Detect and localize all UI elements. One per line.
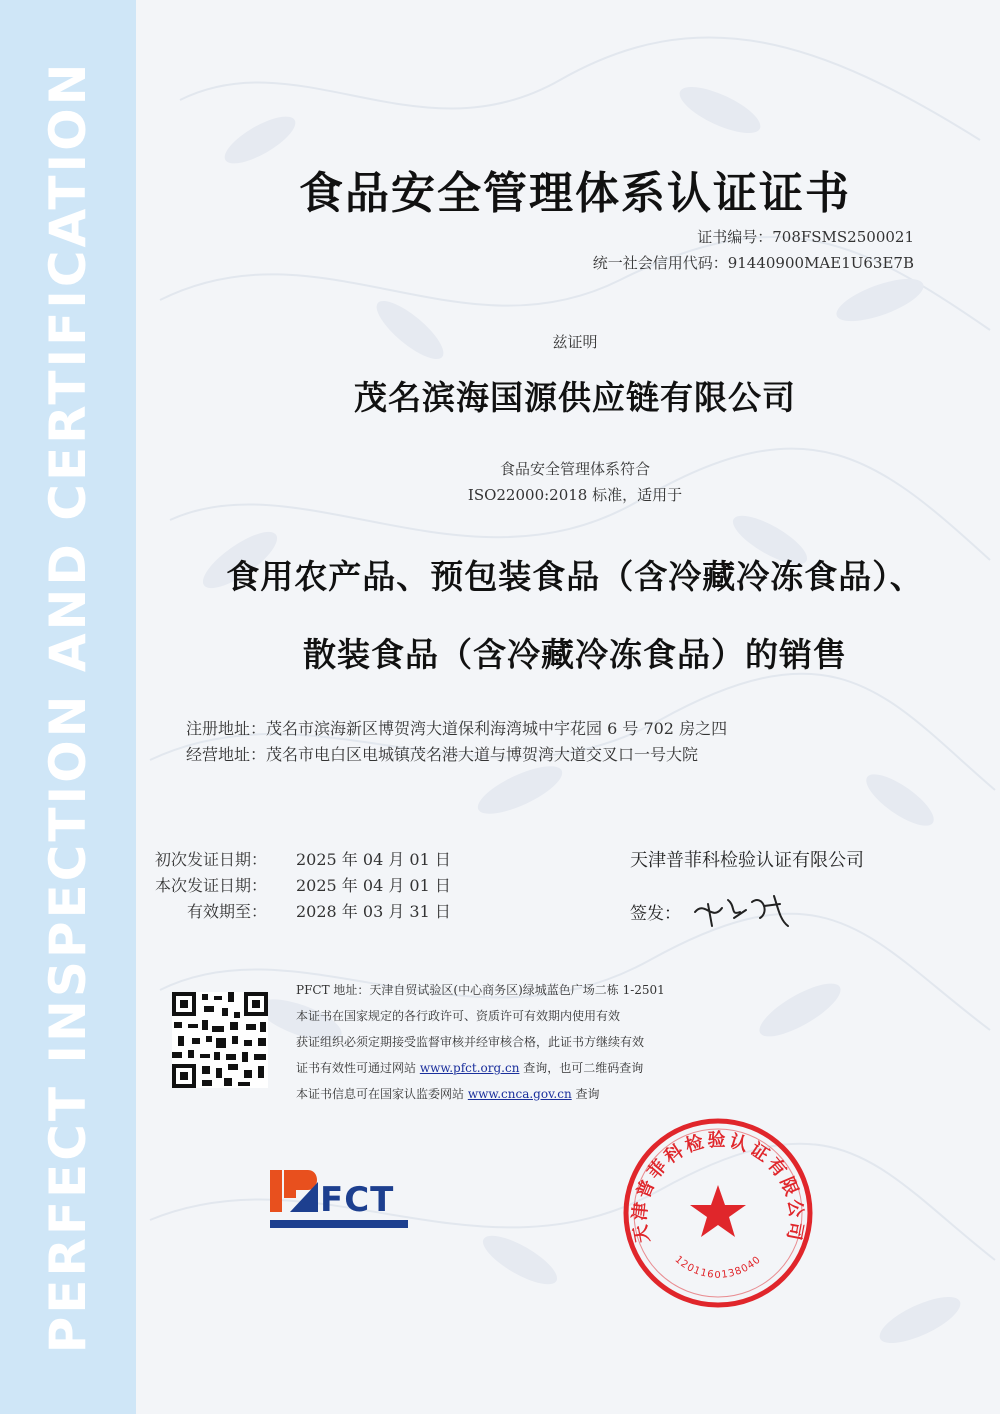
validity-note-2: 获证组织必须定期接受监督审核并经审核合格，此证书方继续有效	[296, 1035, 645, 1049]
valid-until-label: 有效期至：	[186, 902, 267, 921]
certificate-number: 证书编号：708FSMS2500021	[697, 228, 914, 246]
credit-code: 统一社会信用代码：91440900MAE1U63E7B	[592, 254, 914, 272]
verify-pfct-prefix: 证书有效性可通过网站	[296, 1061, 420, 1075]
conformity-line-1: 食品安全管理体系符合	[499, 460, 650, 478]
conformity-line-2: ISO22000:2018 标准，适用于	[467, 486, 683, 504]
seal-number: 1201160138040	[672, 1254, 764, 1281]
seal-ring-text: 天津普菲科检验认证有限公司	[629, 1130, 807, 1245]
pfct-logo	[270, 1168, 408, 1230]
hereby-label: 兹证明	[552, 333, 598, 351]
validity-note-1: 本证书在国家规定的各行政许可、资质许可有效期内使用有效	[296, 1009, 621, 1023]
verify-line-pfct	[296, 1059, 643, 1076]
scope-line-1: 食用农产品、预包装食品（含冷藏冷冻食品）、	[226, 557, 924, 596]
verify-cnca-prefix: 本证书信息可在国家认监委网站	[296, 1087, 468, 1101]
pfct-address: PFCT 地址：天津自贸试验区(中心商务区)绿城蓝色广场二栋 1-2501	[296, 983, 665, 997]
cnca-website-link[interactable]: www.cnca.gov.cn	[467, 1087, 572, 1101]
current-issue-label: 本次发证日期：	[154, 876, 267, 895]
certificate-title: 食品安全管理体系认证证书	[299, 168, 851, 219]
first-issue-date: 2025 年 04 月 01 日	[296, 850, 451, 869]
first-issue-label: 初次发证日期：	[154, 850, 267, 869]
verify-pfct-suffix: 查询，也可二维码查询	[519, 1061, 644, 1075]
official-seal	[620, 1115, 816, 1311]
current-issue-date: 2025 年 04 月 01 日	[296, 876, 451, 895]
pfct-website-link[interactable]: www.pfct.org.cn	[419, 1061, 520, 1075]
issuer-name: 天津普菲科检验认证有限公司	[630, 850, 864, 871]
registered-address: 注册地址：茂名市滨海新区博贺湾大道保利海湾城中宇花园 6 号 702 房之四	[186, 719, 728, 738]
side-band-text: PERFECT INSPECTION AND CERTIFICATION	[39, 60, 97, 1354]
verify-cnca-suffix: 查询	[571, 1087, 600, 1101]
pfct-logo-text: FCT	[320, 1180, 395, 1220]
signature-label: 签发：	[630, 904, 681, 924]
handwritten-signature	[690, 882, 805, 932]
verify-line-cnca	[296, 1085, 600, 1102]
company-name: 茂名滨海国源供应链有限公司	[354, 378, 796, 417]
scope-line-2: 散装食品（含冷藏冷冻食品）的销售	[303, 635, 847, 674]
svg-text:1201160138040	[673, 1254, 764, 1281]
valid-until-date: 2028 年 03 月 31 日	[296, 902, 451, 921]
qr-code	[172, 992, 268, 1088]
side-band	[0, 0, 136, 1414]
operating-address: 经营地址：茂名市电白区电城镇茂名港大道与博贺湾大道交叉口一号大院	[186, 745, 699, 764]
